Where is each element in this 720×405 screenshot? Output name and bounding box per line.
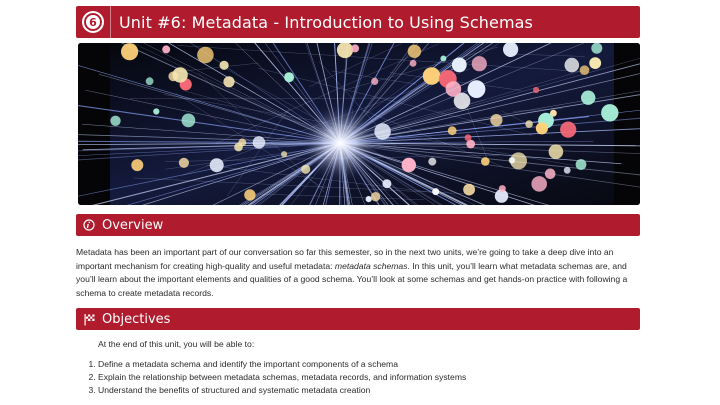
page-title: Unit #6: Metadata - Introduction to Using Schemas bbox=[119, 12, 533, 32]
overview-text-after: . In this unit, you’ll learn what metadata schemas are, and you’ll learn about the important elements and qualities of a good schema. You’ll look at some schemas and get hands-on practice with following a schema to create metadata records. bbox=[76, 260, 628, 298]
info-icon bbox=[82, 218, 96, 232]
unit-title-bar bbox=[76, 6, 640, 38]
list-item: 3. Understand the benefits of structured and systematic metadata creation bbox=[98, 384, 466, 397]
unit-number-icon bbox=[82, 11, 104, 33]
overview-header bbox=[76, 214, 640, 236]
objectives-intro: At the end of this unit, you will be able to: bbox=[98, 339, 255, 349]
network-lights-illustration bbox=[78, 43, 640, 205]
overview-text-before: Metadata has been an important part of our conversation so far this semester, so in the next two units, we’re going to take a deep dive into an important mechanism for creating high-quality and useful metadata: bbox=[76, 247, 614, 271]
objectives-list bbox=[76, 358, 466, 397]
list-item: 1. Define a metadata schema and identify the important components of a schema bbox=[98, 358, 466, 371]
overview-text-emphasis: metadata schemas bbox=[334, 260, 408, 271]
list-item: 2. Explain the relationship between metadata schemas, metadata records, and information systems bbox=[98, 371, 466, 384]
objectives-heading: Objectives bbox=[102, 311, 171, 327]
unit-badge bbox=[76, 6, 111, 38]
overview-heading: Overview bbox=[102, 217, 164, 233]
overview-paragraph bbox=[76, 246, 638, 300]
flag-icon bbox=[82, 312, 96, 326]
unit-number: 6 bbox=[89, 15, 97, 29]
objectives-header bbox=[76, 308, 640, 330]
hero-image bbox=[78, 43, 640, 205]
